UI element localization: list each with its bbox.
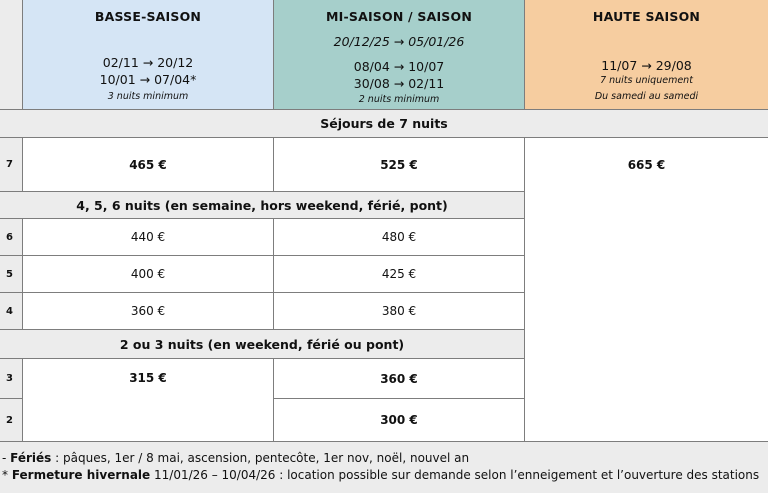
nights-7-label: 7 [0,138,23,192]
nights-2-label: 2 [0,399,23,442]
price-mi-3: 360 € [274,359,525,399]
nights-6-label: 6 [0,219,23,256]
basse-saison-title: BASSE-SAISON [94,9,202,24]
section-7-nights: Séjours de 7 nuits [0,110,768,138]
mi-saison-title: MI-SAISON / SAISON [326,9,472,24]
price-mi-2: 300 € [274,399,525,442]
mi-saison-minimum: 2 nuits minimum [358,94,440,105]
haute-saison-note-nights: 7 nuits uniquement [600,75,693,86]
footnote-fermeture-text: 11/01/26 – 10/04/26 : location possible sur demande selon l’enneigement et l’ouverture des stations [150,468,760,482]
footnote-feries-prefix: - [2,451,11,465]
haute-saison-header [525,0,768,110]
footnote-fermeture-label: Fermeture hivernale [11,468,151,482]
price-haute-7: 665 € [627,158,666,172]
basse-saison-period-2: 10/01 → 07/04* [99,72,197,87]
haute-saison-title: HAUTE SAISON [592,9,701,24]
price-basse-3: 315 € [23,359,274,442]
mi-saison-holiday-range: 20/12/25 → 05/01/26 [333,34,465,49]
price-basse-7: 465 € [23,138,274,192]
section-4-5-6-nights: 4, 5, 6 nuits (en semaine, hors weekend, férié, pont) [0,192,525,219]
footnote-feries [2,451,469,465]
footnote-fermeture-prefix: * [2,468,12,482]
mi-saison-period-2: 30/08 → 02/11 [353,76,445,91]
header-corner-cell [0,0,23,110]
mi-saison-period-1: 08/04 → 10/07 [353,59,445,74]
nights-3-label: 3 [0,359,23,399]
mi-saison-header [274,0,525,110]
nights-5-label: 5 [0,256,23,293]
price-basse-4: 360 € [23,293,274,330]
section-2-3-nights: 2 ou 3 nuits (en weekend, férié ou pont) [0,330,525,359]
footnote-feries-text: : pâques, 1er / 8 mai, ascension, pentecôte, 1er nov, noël, nouvel an [51,451,470,465]
nights-4-label: 4 [0,293,23,330]
basse-saison-minimum: 3 nuits minimum [107,91,189,102]
price-mi-4: 380 € [274,293,525,330]
price-mi-6: 480 € [274,219,525,256]
price-basse-6: 440 € [23,219,274,256]
footnote-feries-label: Fériés [10,451,52,465]
haute-saison-note-days: Du samedi au samedi [594,91,699,102]
price-mi-7: 525 € [274,138,525,192]
price-mi-5: 425 € [274,256,525,293]
footnote-fermeture [2,468,759,482]
basse-saison-header [23,0,274,110]
haute-saison-price-cell [525,138,768,442]
price-basse-5: 400 € [23,256,274,293]
basse-saison-period-1: 02/11 → 20/12 [102,55,194,70]
haute-saison-period: 11/07 → 29/08 [601,58,692,73]
